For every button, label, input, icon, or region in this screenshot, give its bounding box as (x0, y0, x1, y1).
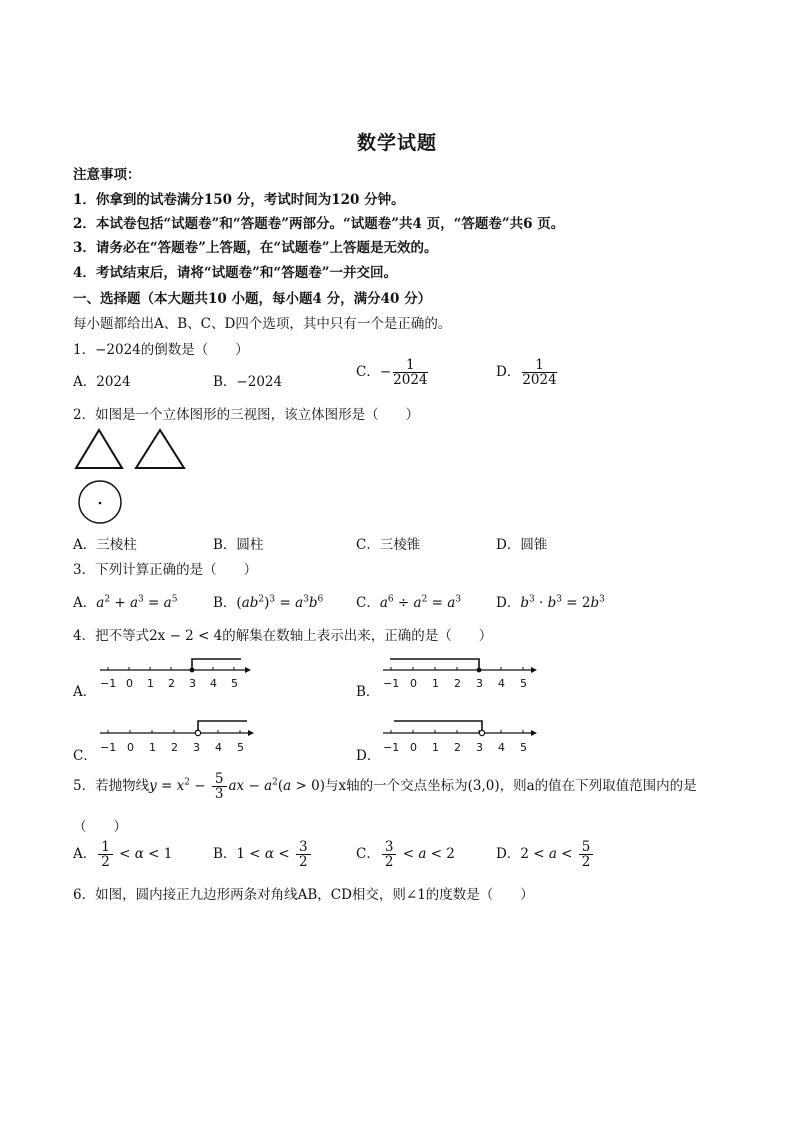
tick-label: 4 (215, 741, 222, 754)
q5-d-label: D． (496, 846, 521, 863)
q2-three-views-figure (72, 428, 192, 528)
q3-d-label: D． (496, 595, 521, 611)
solution-ray (394, 721, 482, 730)
q1-stem: 1．−2024的倒数是（ ） (73, 342, 249, 358)
q4-option-a-label: A． (73, 684, 97, 700)
q1-option-d-prefix: D． (496, 364, 521, 381)
q4-option-b-numberline (378, 655, 543, 695)
tick-label: 1 (147, 677, 154, 690)
notice-item-3: 3．请务必在“答题卷”上答题，在“试题卷”上答题是无效的。 (73, 240, 438, 256)
tick-label: −1 (383, 677, 400, 690)
q5-option-a: A． $\frac{1}{2}$ < α < 1 (73, 839, 173, 871)
q3-option-c: C．$a^6 \div a^2 = a^3$ (356, 594, 462, 611)
q1-d-numerator: 1 (522, 358, 556, 373)
tick-label: 1 (432, 741, 439, 754)
tick-label: 1 (432, 677, 439, 690)
endpoint-open (479, 730, 484, 735)
q5-answer-paren: （ ） (73, 819, 127, 835)
tick-label: 3 (476, 741, 483, 754)
tick-label: 4 (498, 677, 505, 690)
side-view-triangle (136, 430, 184, 468)
section-heading: 一、选择题（本大题共10 小题，每小题4 分，满分40 分） (73, 291, 432, 307)
endpoint-solid (477, 668, 482, 673)
notice-item-4: 4．考试结束后，请将“试题卷”和“答题卷”一并交回。 (73, 265, 397, 281)
q2-option-b: B．圆柱 (213, 537, 264, 553)
q1-c-numerator: 1 (393, 358, 427, 373)
q5-option-d: D．2 < a < $\frac{5}{2}$ (496, 840, 595, 869)
solution-ray (198, 721, 247, 730)
q4-stem: 4．把不等式2x − 2 < 4的解集在数轴上表示出来，正确的是（ ） (73, 628, 493, 644)
tick-label: 3 (189, 677, 196, 690)
q5-option-c: C． $\frac{3}{2}$ < a < 2 (356, 839, 455, 871)
tick-label: 5 (520, 741, 527, 754)
tick-label: 5 (520, 677, 527, 690)
q1-option-a: A．2024 (73, 374, 131, 390)
notice-heading: 注意事项： (73, 167, 141, 183)
q6-stem: 6．如图，圆内接正九边形两条对角线AB，CD相交，则∠1的度数是（ ） (73, 887, 534, 903)
q1-option-d (496, 358, 559, 387)
tick-label: 3 (476, 677, 483, 690)
q1-option-c-prefix: C．− (356, 364, 392, 381)
front-view-triangle (76, 430, 122, 468)
tick-label: 5 (231, 677, 238, 690)
tick-label: −1 (383, 741, 400, 754)
tick-label: 1 (149, 741, 156, 754)
page-title: 数学试题 (356, 132, 437, 154)
q2-stem: 2．如图是一个立体图形的三视图，该立体图形是（ ） (73, 407, 420, 423)
q1-option-c (356, 358, 430, 387)
tick-label: 0 (126, 677, 133, 690)
tick-label: −1 (100, 741, 117, 754)
q1-c-denominator: 2024 (393, 372, 428, 389)
tick-label: 4 (210, 677, 217, 690)
q1-option-c-fraction (393, 358, 427, 387)
q4-option-c-label: C． (73, 748, 97, 764)
tick-label: −1 (100, 677, 117, 690)
q5-a-label: A． (73, 846, 97, 863)
q3-a-label: A． (73, 595, 97, 611)
tick-label: 5 (237, 741, 244, 754)
tick-label: 2 (454, 741, 461, 754)
q1-d-denominator: 2024 (522, 372, 557, 389)
q5-stem: 5．若抛物线$y = x^2$ − $\frac{5}{3}$ ax − $a^2(a > 0)$与x轴的一个交点坐标为(3,0)，则a的值在下列取值范围内的是 (73, 771, 697, 803)
q3-option-b: B．$(ab^2)^3 = a^3b^6$ (213, 594, 324, 611)
endpoint-open (195, 730, 200, 735)
tick-label: 0 (127, 741, 134, 754)
q4-option-a-numberline (95, 655, 255, 695)
q2-option-a: A．三棱柱 (73, 537, 137, 553)
q2-option-d: D．圆锥 (496, 537, 548, 553)
q1-option-b: B．−2024 (213, 374, 283, 390)
tick-label: 0 (410, 677, 417, 690)
q1-option-d-fraction (522, 358, 556, 387)
tick-label: 2 (168, 677, 175, 690)
tick-label: 4 (498, 741, 505, 754)
tick-label: 0 (410, 741, 417, 754)
tick-label: 2 (454, 677, 461, 690)
q2-option-c: C．三棱锥 (356, 537, 421, 553)
section-instruction: 每小题都给出A、B、C、D四个选项，其中只有一个是正确的。 (73, 316, 452, 332)
endpoint-solid (190, 668, 195, 673)
q3-option-a: A．$a^2 + a^3 = a^5$ (73, 594, 178, 611)
tick-label: 2 (171, 741, 178, 754)
q4-option-d-label: D． (356, 748, 381, 764)
notice-item-1: 1．你拿到的试卷满分150 分，考试时间为120 分钟。 (73, 192, 405, 208)
top-view-center-dot (99, 502, 102, 505)
q3-b-label: B． (213, 595, 237, 611)
q5-c-label: C． (356, 846, 380, 863)
q4-option-b-label: B． (356, 684, 380, 700)
q5-stem-prefix: 5．若抛物线 (73, 778, 150, 795)
q4-option-d-numberline (378, 716, 543, 758)
q3-option-d: D．$b^3 \cdot b^3 = 2b^3$ (496, 594, 605, 611)
notice-item-2: 2．本试卷包括“试题卷”和“答题卷”两部分。“试题卷”共4 页，“答题卷”共6 页。 (73, 216, 565, 232)
tick-label: 3 (193, 741, 200, 754)
q3-stem: 3．下列计算正确的是（ ） (73, 562, 258, 578)
q3-c-label: C． (356, 595, 380, 611)
q5-b-label: B． (213, 846, 237, 863)
q5-stem-suffix: 与x轴的一个交点坐标为(3,0)，则a的值在下列取值范围内的是 (324, 778, 697, 795)
q5-option-b: B．1 < α < $\frac{3}{2}$ (213, 840, 313, 869)
q4-option-c-numberline (95, 716, 260, 758)
